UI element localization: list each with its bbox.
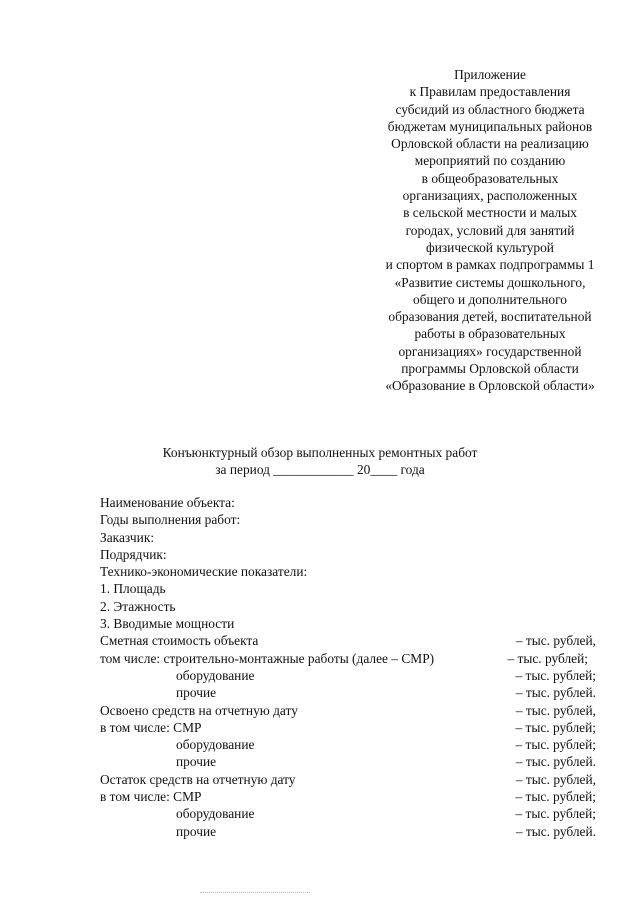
cost-row — [100, 650, 596, 667]
appendix-line: в сельской местности и малых — [403, 205, 577, 221]
row-label: в том числе: СМР — [100, 789, 202, 805]
mastered-row — [100, 702, 596, 719]
row-label: том числе: строительно-монтажные работы (далее – СМР) — [100, 650, 435, 666]
balance-row — [100, 788, 596, 805]
appendix-line: Приложение — [454, 67, 526, 82]
field-floors: 2. Этажность — [100, 598, 176, 614]
field-indicators: Технико-экономические показатели: — [100, 564, 308, 580]
field-object-name: Наименование объекта: — [100, 495, 235, 510]
row-value: – тыс. рублей. — [515, 754, 596, 770]
appendix-line: к Правилам предоставления — [409, 84, 571, 100]
title-line-2: за период ____________ 20____ года — [215, 462, 425, 477]
mastered-row — [100, 736, 596, 753]
field-area: 1. Площадь — [100, 581, 166, 597]
row-label: Остаток средств на отчетную дату — [100, 771, 296, 787]
row-value: – тыс. рублей; — [515, 737, 596, 753]
appendix-line: общего и дополнительного — [413, 291, 567, 307]
row-label: прочие — [176, 823, 217, 839]
row-label: Сметная стоимость объекта — [100, 633, 259, 649]
balance-row — [100, 823, 596, 840]
appendix-line: физической культурой — [426, 239, 554, 255]
balance-row — [100, 805, 596, 822]
appendix-line: Орловской области на реализацию — [391, 136, 589, 152]
row-value: – тыс. рублей; — [507, 650, 588, 666]
cost-row — [100, 667, 596, 684]
field-capacity: 3. Вводимые мощности — [100, 616, 235, 632]
appendix-line: в общеобразовательных — [421, 170, 559, 186]
appendix-line: и спортом в рамках подпрограммы 1 — [385, 257, 595, 273]
row-value: – тыс. рублей. — [515, 823, 596, 839]
appendix-line: работы в образовательных — [414, 326, 566, 342]
appendix-line: бюджетам муниципальных районов — [387, 118, 593, 134]
report-body — [100, 494, 596, 840]
row-value: – тыс. рублей, — [515, 771, 596, 787]
appendix-line: городах, условий для занятий — [405, 222, 575, 238]
appendix-line: организациях» государственной — [398, 343, 582, 359]
row-label: в том числе: СМР — [100, 719, 202, 735]
row-value: – тыс. рублей, — [515, 633, 596, 649]
row-label: прочие — [176, 685, 217, 701]
row-value: – тыс. рублей. — [515, 685, 596, 701]
row-value: – тыс. рублей; — [515, 719, 596, 735]
row-label: оборудование — [176, 737, 255, 753]
row-value: – тыс. рублей; — [515, 789, 596, 805]
row-value: – тыс. рублей; — [515, 806, 596, 822]
cost-row — [100, 632, 596, 649]
row-label: Освоено средств на отчетную дату — [100, 702, 298, 718]
appendix-line: программы Орловской области — [401, 361, 579, 377]
cost-row — [100, 684, 596, 701]
title-line-1: Конъюнктурный обзор выполненных ремонтных работ — [162, 445, 478, 460]
mastered-row — [100, 753, 596, 770]
appendix-line: мероприятий по созданию — [414, 153, 566, 169]
scan-artifact — [200, 892, 310, 895]
appendix-line: субсидий из областного бюджета — [395, 101, 585, 117]
mastered-row — [100, 719, 596, 736]
row-label: оборудование — [176, 806, 255, 822]
appendix-line: образования детей, воспитательной — [388, 309, 592, 325]
appendix-header — [340, 66, 640, 395]
row-label: оборудование — [176, 667, 255, 683]
appendix-line: «Образование в Орловской области» — [385, 378, 595, 394]
field-contractor: Подрядчик: — [100, 546, 167, 562]
row-label: прочие — [176, 754, 217, 770]
appendix-line: организациях, расположенных — [402, 188, 578, 204]
row-value: – тыс. рублей; — [515, 667, 596, 683]
balance-row — [100, 771, 596, 788]
field-customer: Заказчик: — [100, 529, 155, 545]
row-value: – тыс. рублей, — [515, 702, 596, 718]
appendix-line: «Развитие системы дошкольного, — [394, 274, 586, 290]
document-title — [0, 444, 640, 478]
field-work-years: Годы выполнения работ: — [100, 512, 241, 528]
